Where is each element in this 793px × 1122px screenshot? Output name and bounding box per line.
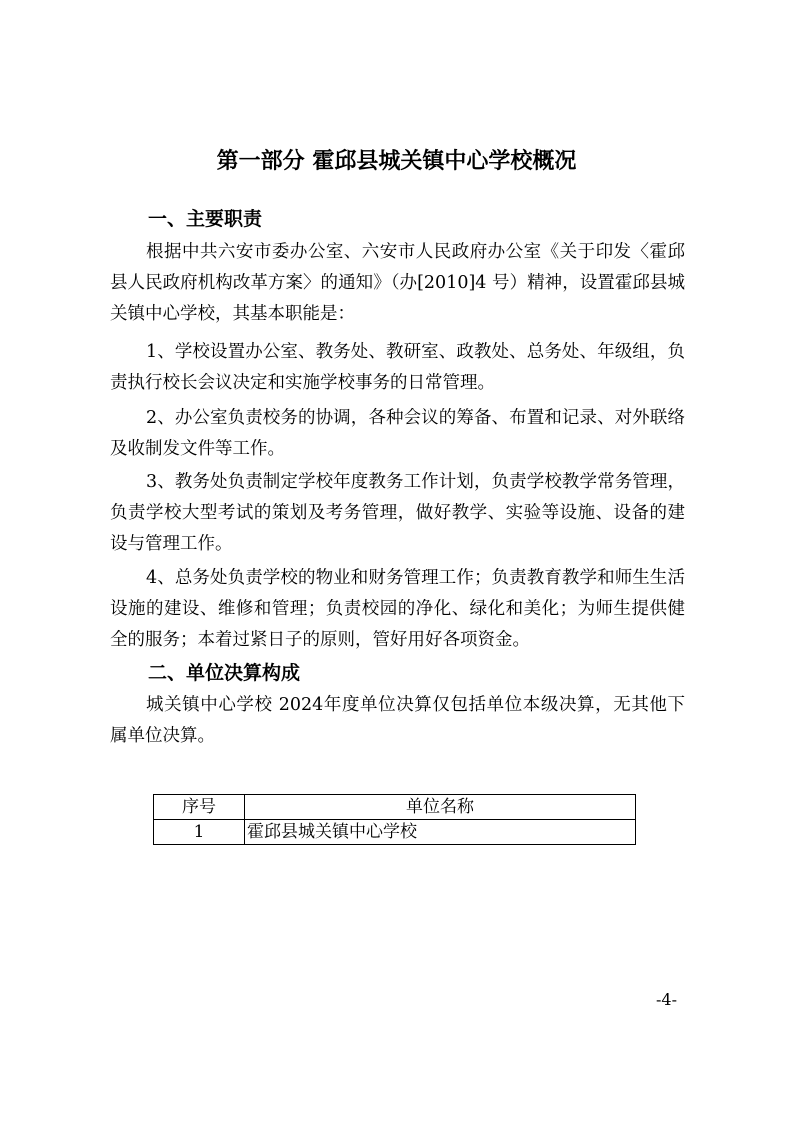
table-cell-unit-name: 霍邱县城关镇中心学校: [245, 820, 636, 845]
table-cell-serial: 1: [154, 820, 245, 845]
table-header-serial: 序号: [154, 795, 245, 820]
duty-item-2: 2、办公室负责校务的协调，各种会议的筹备、布置和记录、对外联络及收制发文件等工作。: [110, 408, 685, 459]
unit-table: [153, 794, 636, 845]
page-number: -4-: [656, 990, 677, 1009]
intro-paragraph: 根据中共六安市委办公室、六安市人民政府办公室《关于印发〈霍邱县人民政府机构改革方案〉的通知》（办[2010]4 号）精神，设置霍邱县城关镇中心学校，其基本职能是：: [110, 242, 685, 324]
duty-item-4: 4、总务处负责学校的物业和财务管理工作；负责教育教学和师生生活设施的建设、维修和管理；负责校园的净化、绿化和美化；为师生提供健全的服务；本着过紧日子的原则，管好用好各项资金。: [110, 568, 685, 650]
table-header-row: [154, 795, 636, 820]
section-heading-main-duties: 一、主要职责: [148, 208, 263, 230]
page-title: 第一部分 霍邱县城关镇中心学校概况: [216, 149, 577, 174]
duty-item-1: 1、学校设置办公室、教务处、教研室、政教处、总务处、年级组，负责执行校长会议决定和实施学校事务的日常管理。: [110, 342, 685, 393]
table-header-unit-name: 单位名称: [245, 795, 636, 820]
table-row: [154, 820, 636, 845]
section-heading-budget-composition: 二、单位决算构成: [148, 662, 301, 684]
budget-composition-paragraph: 城关镇中心学校 2024年度单位决算仅包括单位本级决算，无其他下属单位决算。: [110, 695, 685, 746]
duty-item-3: 3、教务处负责制定学校年度教务工作计划，负责学校教学常务管理，负责学校大型考试的策划及考务管理，做好教学、实验等设施、设备的建设与管理工作。: [110, 472, 685, 554]
